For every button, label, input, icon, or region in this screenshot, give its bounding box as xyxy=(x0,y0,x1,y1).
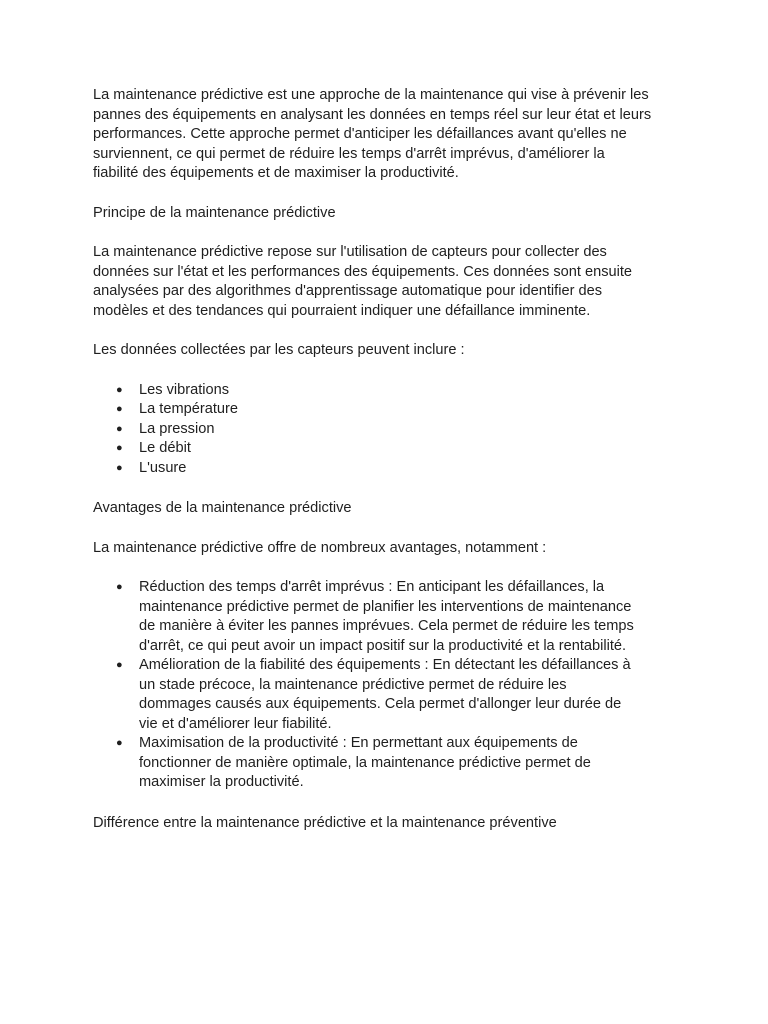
intro-paragraph: La maintenance prédictive est une approche de la maintenance qui vise à prévenir les pannes des équipements en analysant les données en temps réel sur leur état et leurs performances. Cette approche permet d'anticiper les défaillances avant qu'elles ne surviennent, ce qui permet de réduire les temps d'arrêt imprévus, d'améliorer la fiabilité des équipements et de maximiser la productivité. xyxy=(93,87,652,181)
list-item-text: Le débit xyxy=(139,440,191,456)
list-item-text: La température xyxy=(139,401,238,417)
bullet-icon: ● xyxy=(116,659,123,671)
sensor-data-intro: Les données collectées par les capteurs peuvent inclure : xyxy=(93,342,465,358)
advantages-intro: La maintenance prédictive offre de nombreux avantages, notamment : xyxy=(93,539,547,556)
list-item-text: Amélioration de la fiabilité des équipements : En détectant les défaillances à un stade précoce, la maintenance prédictive permet de réduire les dommages causés aux équipements. Cela permet d'allonger leur durée de vie et d'améliorer leur fiabilité. xyxy=(139,657,631,732)
principe-paragraph: La maintenance prédictive repose sur l'utilisation de capteurs pour collecter des données sur l'état et les performances des équipements. Ces données sont ensuite analysées par des algorithmes d'apprentissage automatique pour identifier des modèles et des tendances qui pourraient indiquer une défaillance imminente. xyxy=(93,244,633,319)
list-item-text: La pression xyxy=(139,420,215,437)
bullet-icon: ● xyxy=(116,442,123,454)
section-heading-principe: Principe de la maintenance prédictive xyxy=(93,204,336,221)
list-item xyxy=(116,400,653,420)
list-item xyxy=(116,578,639,656)
bullet-icon: ● xyxy=(116,422,123,435)
document-page xyxy=(93,86,653,853)
list-item xyxy=(116,656,639,734)
bullet-icon: ● xyxy=(116,461,123,474)
list-item xyxy=(116,459,653,479)
bullet-icon: ● xyxy=(116,403,123,415)
list-item-text: L'usure xyxy=(139,459,187,476)
list-item xyxy=(116,439,653,459)
list-item-text: Maximisation de la productivité : En permettant aux équipements de fonctionner de manière optimale, la maintenance prédictive permet de maximiser la productivité. xyxy=(139,735,591,790)
advantages-list xyxy=(93,578,639,793)
list-item xyxy=(116,734,639,793)
bullet-icon: ● xyxy=(116,581,123,593)
section-heading-avantages: Avantages de la maintenance prédictive xyxy=(93,500,352,516)
list-item-text: Réduction des temps d'arrêt imprévus : En anticipant les défaillances, la maintenance prédictive permet de planifier les interventions de maintenance de manière à éviter les pannes imprévues. Cela permet de réduire les temps d'arrêt, ce qui peut avoir un impact positif sur la productivité et la rentabilité. xyxy=(139,579,634,654)
section-heading-difference: Différence entre la maintenance prédictive et la maintenance préventive xyxy=(93,814,557,831)
bullet-icon: ● xyxy=(116,737,123,749)
bullet-icon: ● xyxy=(116,383,123,396)
list-item xyxy=(116,381,653,401)
sensor-data-list xyxy=(93,381,653,479)
list-item xyxy=(116,420,653,440)
list-item-text: Les vibrations xyxy=(139,381,230,398)
